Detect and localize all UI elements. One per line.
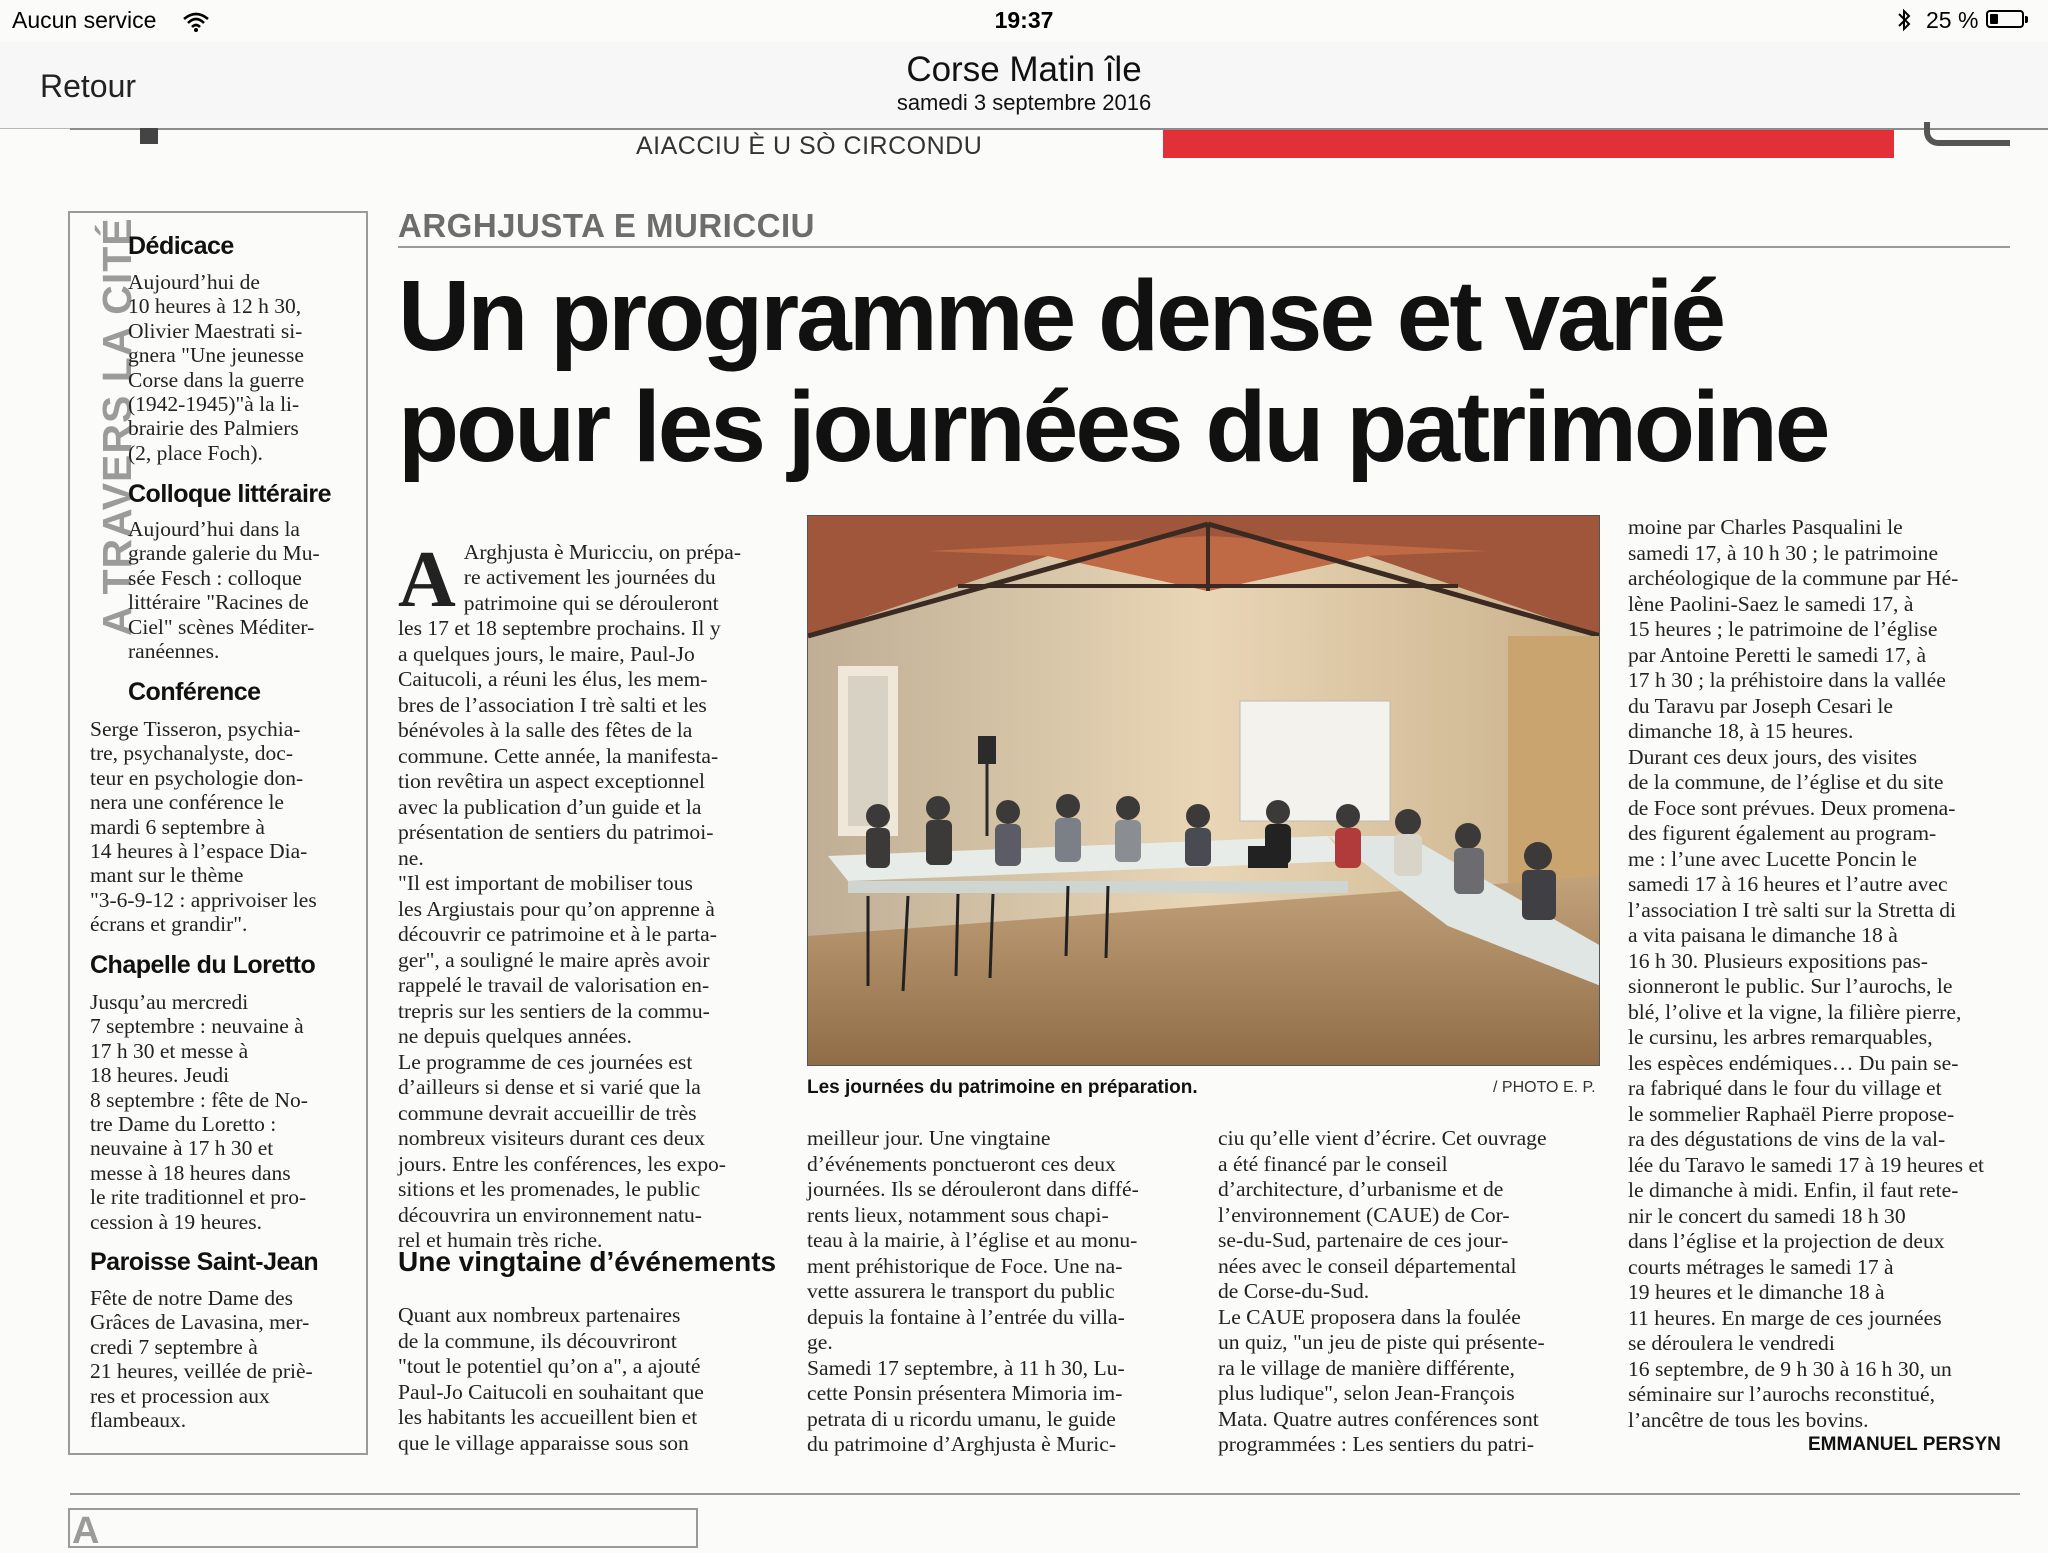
sidebar-item-title: Conférence	[128, 678, 261, 706]
headline: Un programme dense et varié pour les journées du patrimoine	[398, 260, 1828, 483]
subheading: Une vingtaine d’événements	[398, 1246, 777, 1277]
battery-percent: 25 %	[1926, 7, 1979, 33]
navigation-bar	[0, 42, 2048, 129]
back-button[interactable]: Retour	[40, 68, 137, 104]
article-photo	[807, 515, 1600, 1066]
drop-cap: A	[398, 535, 456, 624]
masthead-letter-fragment	[140, 128, 158, 144]
battery-icon	[1986, 10, 2024, 28]
clock: 19:37	[994, 7, 1054, 33]
page-rule	[70, 1493, 2020, 1495]
byline: EMMANUEL PERSYN	[1808, 1434, 2001, 1455]
sidebar-item-body: Fête de notre Dame des Grâces de Lavasina, mer- credi 7 septembre à 21 heures, veillée de priè- res et procession aux flambeaux.	[90, 1286, 313, 1433]
bluetooth-icon	[1896, 8, 1912, 32]
photo-credit: / PHOTO E. P.	[1493, 1079, 1596, 1096]
sidebar-item-body: Serge Tisseron, psychia- tre, psychanalyste, doc- teur en psychologie don- nera une conférence le mardi 6 septembre à 14 heures à l’espace Dia- mant sur le thème "3-6-9-12 : apprivoiser les écrans et grandir".	[90, 717, 317, 937]
article-column-3: ciu qu’elle vient d’écrire. Cet ouvrage a été financé par le conseil d’architecture, d’urbanisme et de l’environnement (CAUE) de Cor- se-du-Sud, partenaire de ces jour- nées avec le conseil départemental de Corse-du-Sud. Le CAUE proposera dans la foulée un quiz, "un jeu de piste qui présente- ra le village de manière différente, plus ludique", selon Jean-François Mata. Quatre autres conférences sont programmées : Les sentiers du patri-	[1218, 1126, 1547, 1456]
section-label: ARGHJUSTA E MURICCIU	[398, 207, 816, 244]
article-body-text: Arghjusta è Muricciu, on prépa- re activement les journées du patrimoine qui se dérouleront les 17 et 18 septembre prochains. Il y a quelques jours, le maire, Paul-Jo Caitucoli, a réuni les élus, les mem- bres de l’association I trè salti et les bénévoles à la salle des fêtes de la commune. Cette année, la manifesta- tion revêtira un aspect exceptionnel avec la publication d’un guide et la présentation de sentiers du patrimoi- ne. "Il est important de mobiliser tous les Argiustais pour qu’on apprenne à découvrir ce patrimoine et à le parta- ger", a souligné le maire après avoir rappelé le travail de valorisation en- trepris sur les sentiers de la commu- ne depuis quelques années. Le programme de ces journées est d’ailleurs si dense et si varié que la commune devrait accueillir de très nombreux visiteurs durant ces deux jours. Entre les conférences, les expo- sitions et les promenades, le public découvrira un environnement natu- rel et humain très riche.	[398, 539, 742, 1252]
sidebar-item-title: Colloque littéraire	[128, 480, 332, 508]
article-column-2: meilleur jour. Une vingtaine d’événements ponctueront ces deux journées. Ils se dérouleront dans diffé- rents lieux, notamment sous chapi- teau à la mairie, à l’église et au monu- ment préhistorique de Foce. Une na- vette assurera le transport du public depuis la fontaine à l’entrée du villa- ge. Samedi 17 septembre, à 11 h 30, Lu- cette Ponsin présentera Mimoria im- petrata di u ricordu umanu, le guide du patrimoine d’Arghjusta è Muric-	[807, 1126, 1139, 1456]
status-bar	[0, 0, 2048, 42]
sidebar-item-title: Chapelle du Loretto	[90, 951, 316, 979]
carrier-label: Aucun service	[12, 7, 157, 33]
section-rule	[398, 246, 2010, 248]
article-column-1	[398, 514, 780, 1254]
masthead-subtitle: AIACCIU È U SÒ CIRCONDU	[636, 132, 983, 160]
sidebar-item-body: Aujourd’hui de 10 heures à 12 h 30, Olivier Maestrati si- gnera "Une jeunesse Corse dans la guerre (1942-1945)"à la li- brairie des Palmiers (2, place Foch).	[128, 270, 305, 465]
sidebar-item-body: Jusqu’au mercredi 7 septembre : neuvaine à 17 h 30 et messe à 18 heures. Jeudi 8 septembre : fête de No- tre Dame du Loretto : neuvaine à 17 h 30 et messe à 18 heures dans le rite traditionnel et pro- cession à 19 heures.	[90, 990, 308, 1234]
next-sidebar-box	[68, 1508, 698, 1548]
sidebar-item-title: Paroisse Saint-Jean	[90, 1248, 319, 1276]
article-column-4: moine par Charles Pasqualini le samedi 17, à 10 h 30 ; le patrimoine archéologique de la commune par Hé- lène Paolini-Saez le samedi 17, à 15 heures ; le patrimoine de l’église par Antoine Peretti le samedi 17, à 17 h 30 ; la préhistoire dans la vallée du Taravu par Joseph Cesari le dimanche 18, à 15 heures. Durant ces deux jours, des visites de la commune, de l’église et du site de Foce sont prévues. Deux promena- des figurent également au program- me : l’une avec Lucette Poncin le samedi 17 à 16 heures et l’autre avec l’association I trè salti sur la Stretta di a vita paisana le dimanche 18 à 16 h 30. Plusieurs expositions pas- sionneront le public. Sur l’aurochs, le blé, l’olive et la vigne, la filière pierre, le cursinu, les arbres remarquables, les espèces endémiques… Du pain se- ra fabriqué dans le four du village et le sommelier Raphaël Pierre propose- ra des dégustations de vins de la val- lée du Taravo le samedi 17 à 19 heures et le dimanche à midi. Enfin, il faut rete- nir le concert du samedi 18 h 30 dans l’église et la projection de deux courts métrages le samedi 17 à 19 heures et le dimanche 18 à 11 heures. En marge de ces journées se déroulera le vendredi 16 septembre, de 9 h 30 à 16 h 30, un séminaire sur l’aurochs reconstitué, l’ancêtre de tous les bovins.	[1628, 515, 1985, 1432]
sidebar-vertical-title: A TRAVERS LA CITÉ	[94, 217, 140, 636]
sidebar-item-body: Aujourd’hui dans la grande galerie du Mu- sée Fesch : colloque littéraire "Racines de Ciel" scènes Méditer- ranéennes.	[128, 517, 320, 664]
publication-date: samedi 3 septembre 2016	[896, 90, 1152, 115]
article-body-text: Quant aux nombreux partenaires de la commune, ils découvriront "tout le potentiel qu’on a", a ajouté Paul-Jo Caitucoli en souhaitant que les habitants les accueillent bien et que le village apparaisse sous son	[398, 1303, 704, 1455]
masthead-accent-bar	[1163, 130, 1894, 158]
page-number-fragment	[1924, 122, 2010, 146]
sidebar-item-title: Dédicace	[128, 232, 234, 260]
meeting-room-photo	[808, 516, 1600, 1066]
photo-caption: Les journées du patrimoine en préparation.	[807, 1077, 1198, 1098]
publication-title: Corse Matin île	[906, 50, 1142, 89]
next-sidebar-letter: A	[72, 1510, 100, 1552]
